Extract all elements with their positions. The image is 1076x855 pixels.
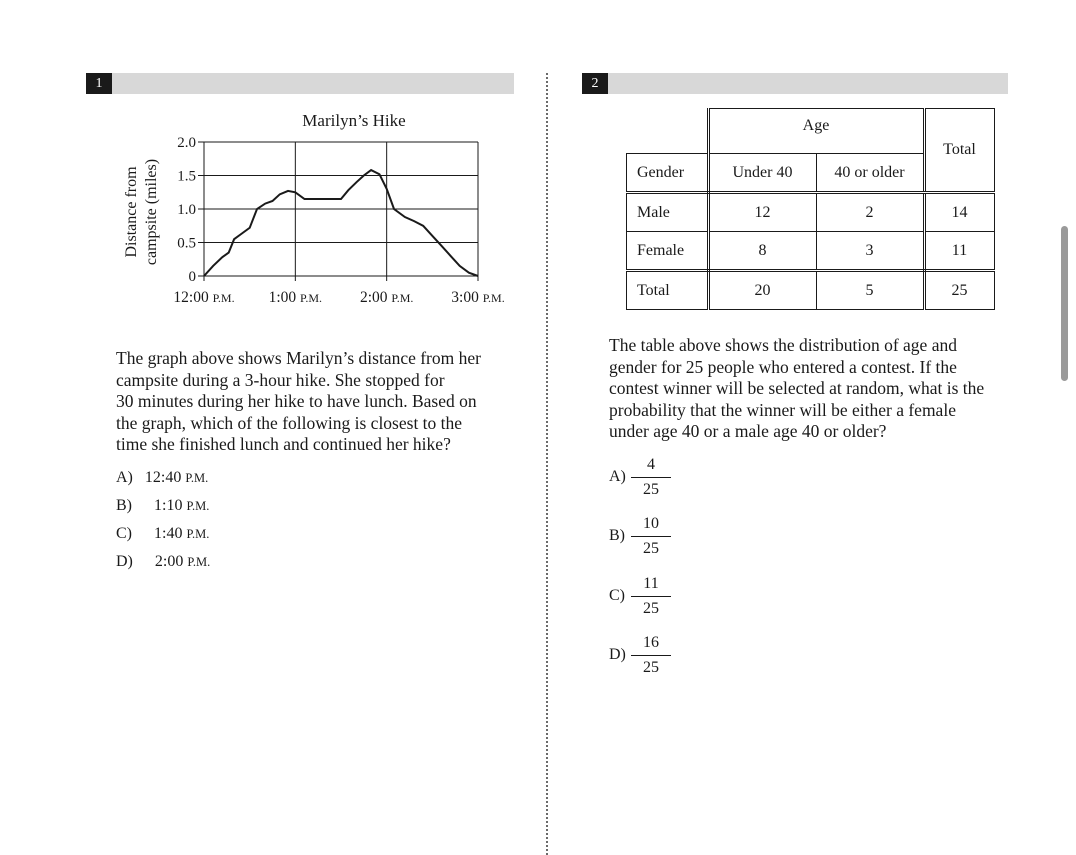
q2-choice-a-fraction[interactable] [631,456,671,499]
y-tick-label: 2.0 [177,135,196,151]
q2-choice-b-letter[interactable]: B) [609,527,625,544]
y-tick-label: 1.5 [177,168,196,185]
cell-female-40-or-older: 3 [816,232,924,271]
row-label-female: Female [627,232,709,271]
series-line-distance [204,170,478,276]
chart-title: Marilyn’s Hike [302,111,406,130]
age-gender-table [626,108,995,310]
chart-x-axis [173,276,504,306]
q2-choice-a-letter[interactable]: A) [609,468,626,485]
cell-total-total: 25 [924,271,994,310]
cell-male-40-or-older: 2 [816,193,924,232]
cell-female-total: 11 [924,232,994,271]
header-40-or-older: 40 or older [816,154,924,193]
question-2-header-bar [582,73,1008,94]
cell-total-under-40: 20 [708,271,816,310]
header-age: Age [708,109,924,154]
choice-time: 2:00 [154,553,184,570]
q1-choice-d[interactable] [116,553,210,571]
x-tick-label: 12:00 P.M. [173,289,235,306]
stem-line: The table above shows the distribution of age and [609,335,957,355]
fraction-numerator: 11 [631,575,671,597]
choice-letter: D) [116,553,133,570]
choice-time: 1:40 [154,525,183,542]
choice-suffix: P.M. [186,527,210,541]
choice-letter: B) [116,497,132,514]
cell-female-under-40: 8 [708,232,816,271]
choice-suffix: P.M. [187,555,211,569]
cell-male-under-40: 12 [708,193,816,232]
choice-time: 1:10 [154,497,183,514]
header-under-40: Under 40 [708,154,816,193]
question-1-number: 1 [86,73,112,94]
choice-suffix: P.M. [186,499,210,513]
stem-line: time she finished lunch and continued her hike? [116,434,451,454]
stem-line: probability that the winner will be either a female [609,399,956,420]
q1-choice-b[interactable] [116,497,209,515]
q2-choice-c-fraction[interactable] [631,575,671,618]
y-axis-label-line2: campsite (miles) [143,158,160,266]
row-label-total: Total [627,271,709,310]
q1-choice-c[interactable] [116,525,209,543]
cell-male-total: 14 [924,193,994,232]
q1-choice-a[interactable] [116,469,208,487]
y-tick-label: 0 [188,269,196,285]
fraction-denominator: 25 [643,540,659,557]
fraction-numerator: 10 [631,515,671,537]
column-divider [546,73,548,855]
y-tick-label: 1.0 [177,202,196,218]
question-2-stem [609,335,984,443]
stem-line: campsite during a 3-hour hike. She stopped for [116,369,445,390]
stem-line: 30 minutes during her hike to have lunch. Based on [116,391,477,411]
x-tick-label: 2:00 P.M. [359,289,414,306]
stem-line: gender for 25 people who entered a contest. If the [609,356,957,377]
fraction-denominator: 25 [643,600,659,617]
chart-y-axis [177,135,204,285]
stem-line: The graph above shows Marilyn’s distance from her [116,348,481,368]
stem-line: the graph, which of the following is closest to the [116,412,463,433]
scrollbar-thumb[interactable] [1061,226,1068,381]
choice-suffix: P.M. [185,471,209,485]
q2-choice-d-fraction[interactable] [631,634,671,677]
fraction-denominator: 25 [643,659,659,676]
x-tick-label: 3:00 P.M. [451,289,505,306]
header-total: Total [924,109,994,193]
cell-total-40-or-older: 5 [816,271,924,310]
x-tick-label: 1:00 P.M. [268,289,323,306]
stem-line: contest winner will be selected at random, what is the [609,378,985,398]
stem-line: under age 40 or a male age 40 or older? [609,421,887,441]
q2-choice-c-letter[interactable]: C) [609,587,625,604]
q2-choice-b-fraction[interactable] [631,515,671,558]
fraction-numerator: 4 [631,456,671,478]
choice-time: 12:40 [144,469,182,486]
question-2-number: 2 [582,73,608,94]
question-1-stem [116,348,481,456]
hike-chart [110,104,530,314]
choice-letter: A) [116,469,133,486]
q2-choice-d-letter[interactable]: D) [609,646,626,663]
chart-grid [204,142,478,276]
row-label-male: Male [627,193,709,232]
fraction-numerator: 16 [631,634,671,656]
choice-letter: C) [116,525,132,542]
y-axis-label-line1: Distance from [123,166,140,258]
header-gender: Gender [627,154,709,193]
y-tick-label: 0.5 [177,235,196,252]
question-1-header-bar [86,73,514,94]
fraction-denominator: 25 [643,481,659,498]
